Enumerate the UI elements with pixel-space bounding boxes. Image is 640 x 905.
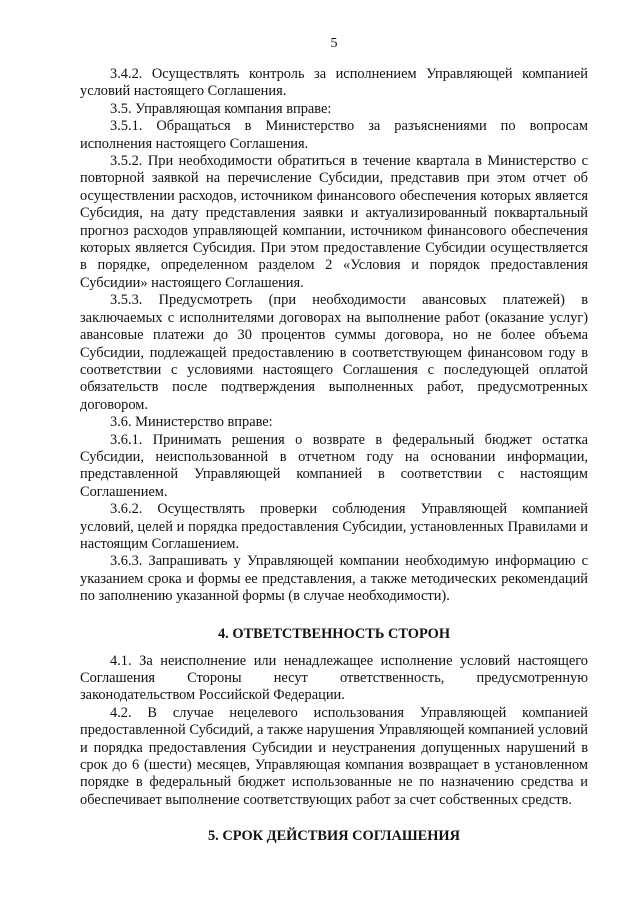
section-4-heading: 4. ОТВЕТСТВЕННОСТЬ СТОРОН (217, 625, 451, 642)
paragraph-3-6-3: 3.6.3. Запрашивать у Управляющей компании необходимую информацию с указанием срока и формы ее представления, а также методических рекомендаций по заполнению указанной формы (в случае необходимости). (80, 553, 588, 605)
paragraph-3-5-1: 3.5.1. Обращаться в Министерство за разъяснениями по вопросам исполнения настоящего Соглашения. (80, 118, 588, 152)
section-5-heading: 5. СРОК ДЕЙСТВИЯ СОГЛАШЕНИЯ (207, 828, 461, 845)
paragraph-4-1: 4.1. За неисполнение или ненадлежащее исполнение условий настоящего Соглашения Стороны несут ответственность, предусмотренную законодательством Российской Федерации. (80, 652, 588, 704)
paragraph-3-5-3: 3.5.3. Предусмотреть (при необходимости авансовых платежей) в заключаемых с исполнителями договорах на выполнение работ (оказание услуг) авансовые платежи до 30 процентов суммы договора, но не более объема Субсидии, подлежащей предоставлению в соответствующем финансовом году в соответствии с условиями настоящего Соглашения с последующей оплатой обязательств после подтверждения выполненных работ, предусмотренных договором. (80, 292, 588, 413)
paragraph-3-4-2: 3.4.2. Осуществлять контроль за исполнением Управляющей компанией условий настоящего Соглашения. (80, 66, 588, 100)
page-number: 5 (330, 36, 338, 51)
paragraph-3-5-2: 3.5.2. При необходимости обратиться в течение квартала в Министерство с повторной заявкой на перечисление Субсидии, представив при этом отчет об осуществлении расходов, источником финансового обеспечения которых является Субсидия, на дату представления заявки и актуализированный поквартальный прогноз расходов управляющей компании, источником финансового обеспечения которых является Субсидия. При этом предоставление Субсидии осуществляется в порядке, определенном разделом 2 «Условия и порядок предоставления Субсидии» настоящего Соглашения. (80, 153, 588, 291)
paragraph-3-5: 3.5. Управляющая компания вправе: (110, 100, 332, 117)
paragraph-3-6-1: 3.6.1. Принимать решения о возврате в федеральный бюджет остатка Субсидии, неиспользованной в отчетном году на основании информации, представленной Управляющей компанией в соответствии с настоящим Соглашением. (80, 431, 588, 500)
paragraph-3-6-2: 3.6.2. Осуществлять проверки соблюдения Управляющей компанией условий, целей и порядка предоставления Субсидии, установленных Правилами и настоящим Соглашением. (80, 501, 588, 552)
paragraph-4-2: 4.2. В случае нецелевого использования Управляющей компанией предоставленной Субсидий, а также нарушения Управляющей компанией условий и порядка предоставления Субсидии и неустранения допущенных нарушений в срок до 6 (шести) месяцев, Управляющая компания возвращает в установленном порядке в федеральный бюджет использованные не по назначению средства и обеспечивает выполнение соответствующих работ за счет собственных средств. (80, 704, 588, 808)
paragraph-3-6: 3.6. Министерство вправе: (110, 414, 273, 431)
